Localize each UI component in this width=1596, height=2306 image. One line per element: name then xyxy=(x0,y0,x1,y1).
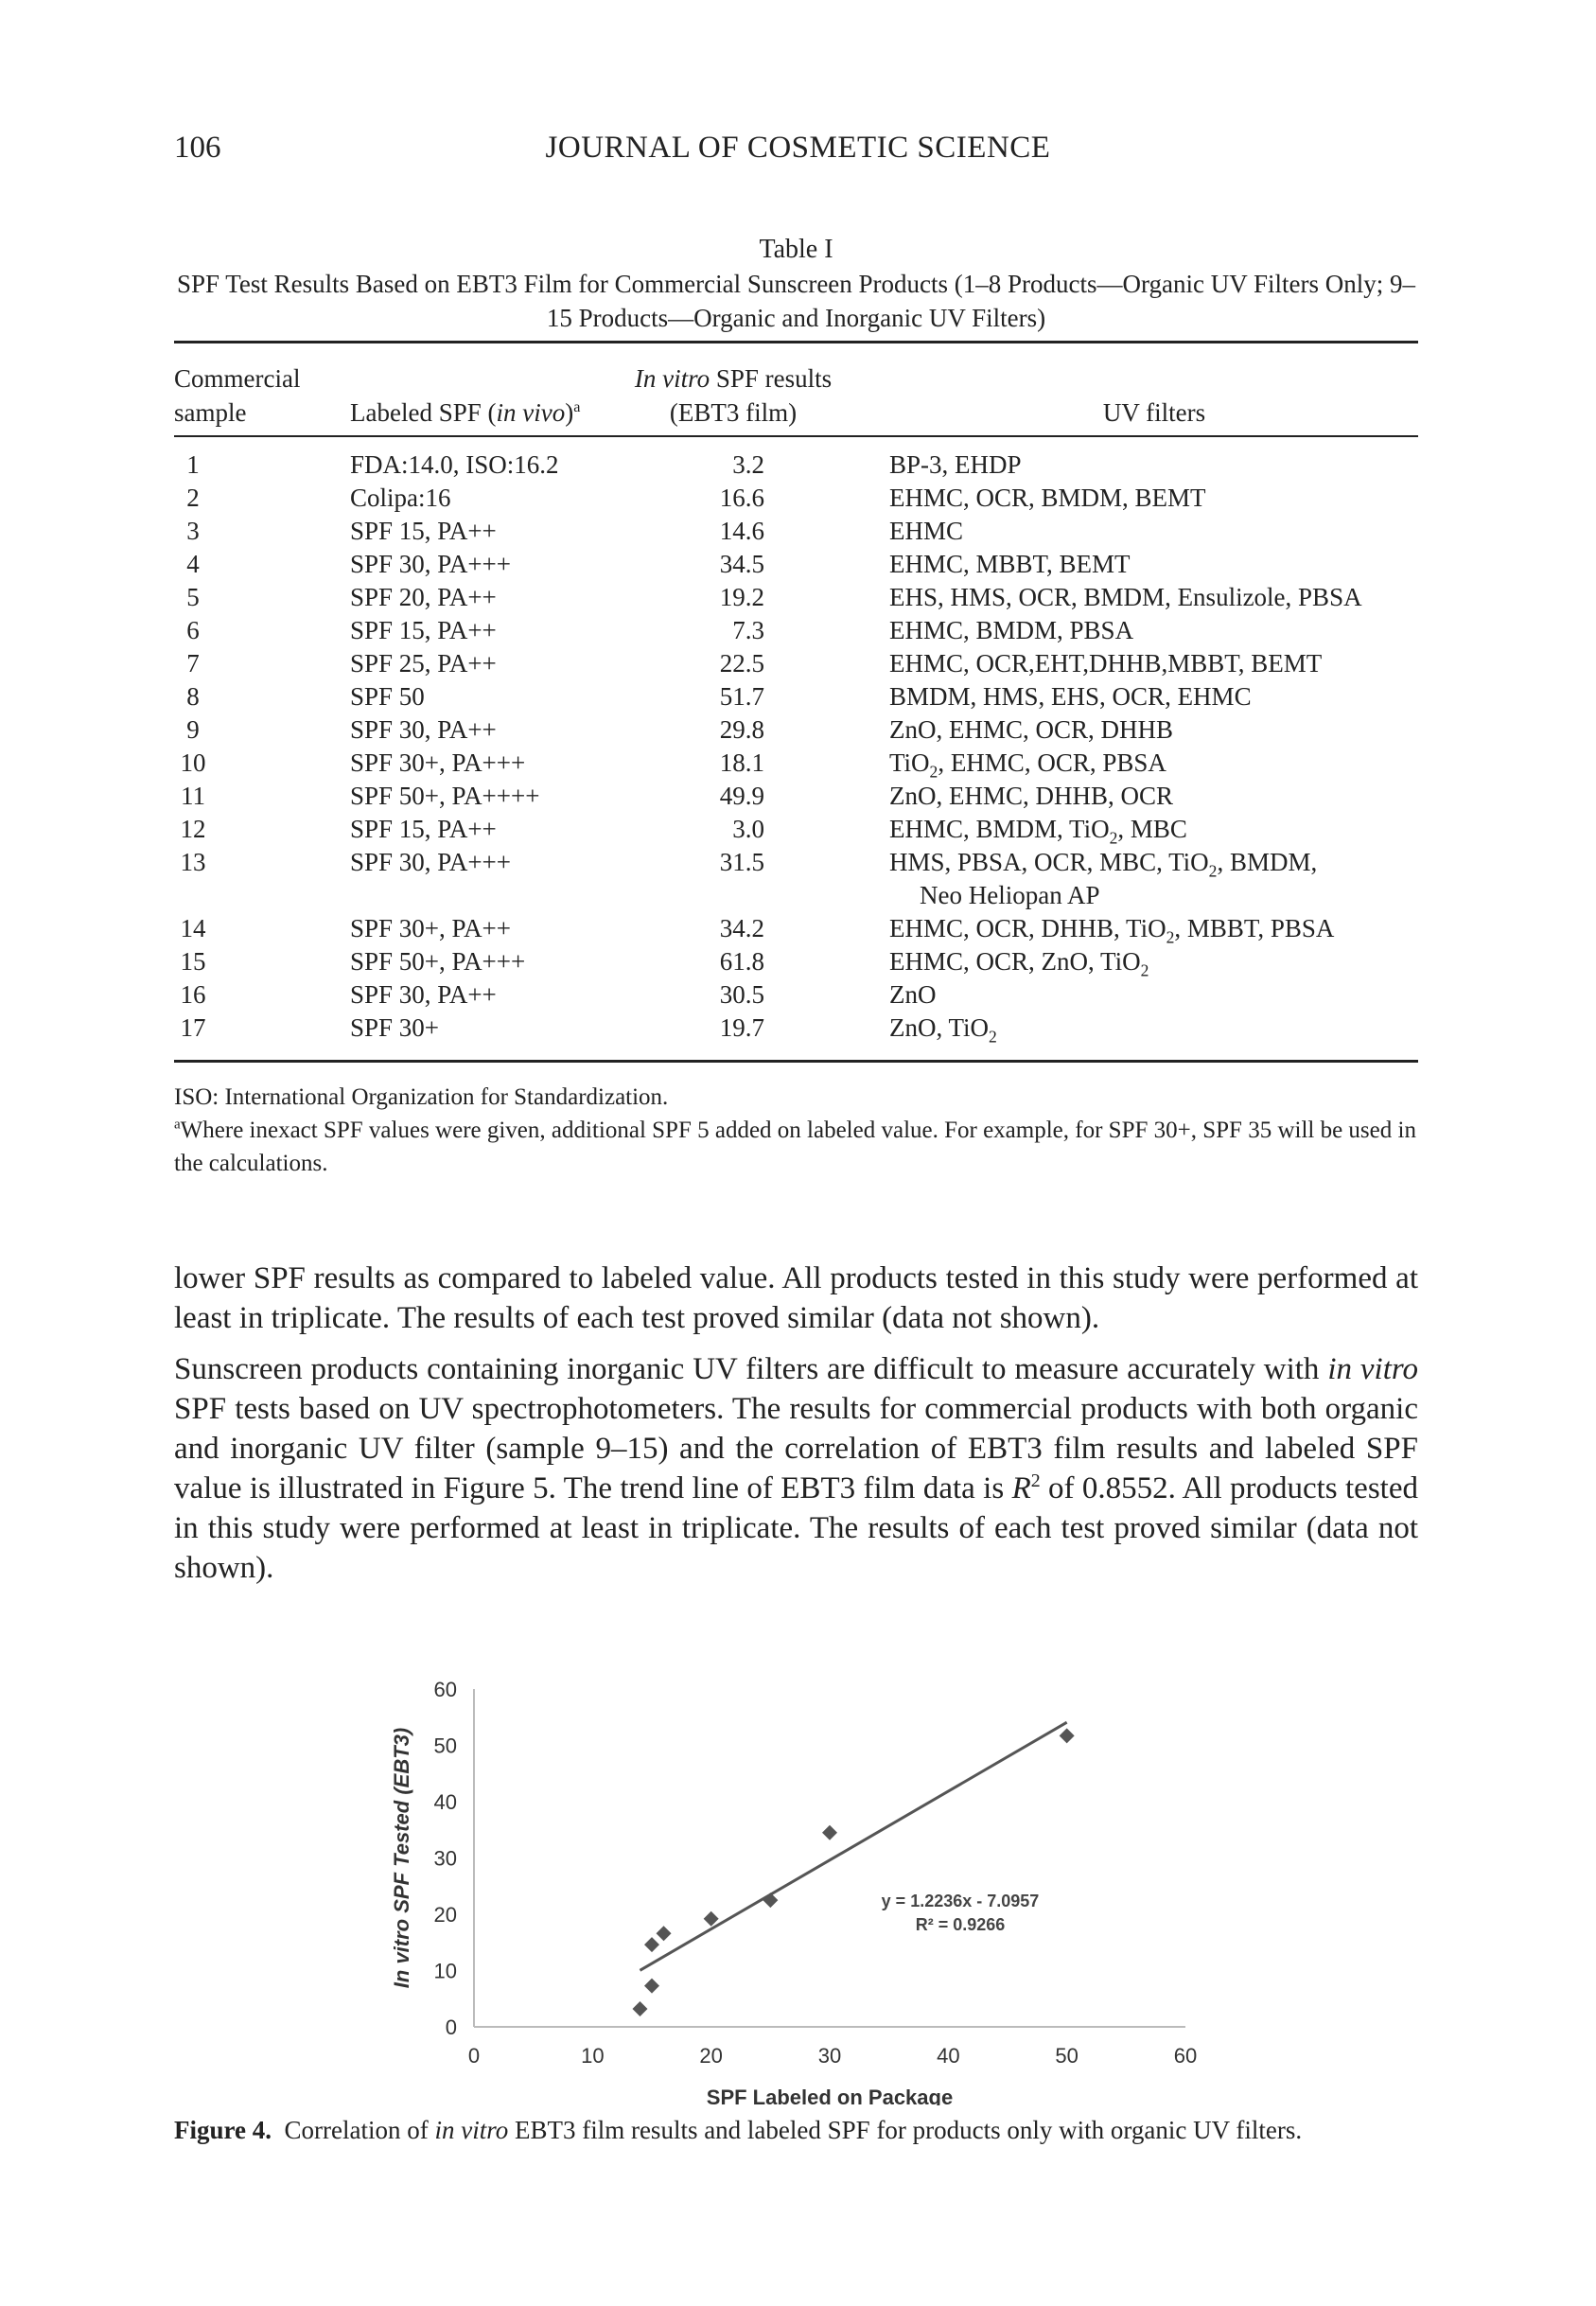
cell-in-vitro-spf: 16.6 xyxy=(719,484,764,512)
cell-sample: 1 xyxy=(186,450,200,479)
cell-in-vitro-spf: 22.5 xyxy=(719,649,764,678)
cell-labeled-spf: SPF 30, PA++ xyxy=(350,715,497,744)
x-tick-label: 0 xyxy=(467,2044,481,2068)
filters-text: EHMC, BMDM, TiO xyxy=(889,815,1110,843)
table-row xyxy=(0,1012,1596,1045)
footnote-iso: ISO: International Organization for Standardization. xyxy=(174,1084,669,1110)
cell-sample: 11 xyxy=(181,782,205,810)
x-tick-label: 40 xyxy=(937,2044,960,2068)
data-point xyxy=(657,1926,672,1941)
table-row xyxy=(0,482,1596,515)
cell-labeled-spf: SPF 30+, PA+++ xyxy=(350,748,526,777)
cell-labeled-spf: FDA:14.0, ISO:16.2 xyxy=(350,450,559,479)
header-labeled-pre: Labeled SPF ( xyxy=(350,398,497,427)
cell-uv-filters: BMDM, HMS, EHS, OCR, EHMC xyxy=(889,682,1252,711)
filters-subscript: 2 xyxy=(1208,861,1218,881)
cell-labeled-spf: SPF 25, PA++ xyxy=(350,649,497,678)
x-tick-label: 10 xyxy=(581,2044,605,2068)
x-tick-label: 60 xyxy=(1173,2044,1198,2068)
p2-part-a: Sunscreen products containing inorganic UV filters are difficult to measure accurately with xyxy=(174,1352,1328,1386)
footnote-a-text: Where inexact SPF values were given, additional SPF 5 added on labeled value. For example, for SPF 30+, SPF 35 will be used in the calculations. xyxy=(174,1118,1416,1176)
cell-in-vitro-spf: 49.9 xyxy=(719,782,764,810)
filters-text-post: , BMDM, xyxy=(1217,848,1318,876)
cell-labeled-spf: SPF 30, PA+++ xyxy=(350,848,512,876)
figure-caption-italic: in vitro xyxy=(434,2116,509,2144)
cell-in-vitro-spf: 19.7 xyxy=(719,1013,764,1042)
filters-subscript: 2 xyxy=(1109,828,1118,848)
table-caption xyxy=(174,233,1418,335)
filters-subscript: 2 xyxy=(989,1027,997,1047)
cell-in-vitro-spf: 14.6 xyxy=(719,517,764,545)
header-labeled-post: ) xyxy=(565,398,574,427)
header-uv-filters: UV filters xyxy=(1102,398,1206,427)
cell-uv-filters: BP-3, EHDP xyxy=(889,450,1022,479)
cell-uv-filters: ZnO xyxy=(889,980,937,1009)
p2-italic: in vitro xyxy=(1327,1352,1418,1386)
page-number: 106 xyxy=(174,131,221,165)
cell-uv-filters xyxy=(889,813,1187,846)
header-vitro-rest: SPF results xyxy=(710,364,833,393)
cell-sample: 16 xyxy=(180,980,206,1009)
cell-in-vitro-spf: 34.5 xyxy=(719,550,764,578)
figure-caption-part-b: EBT3 film results and labeled SPF for products only with organic UV filters. xyxy=(508,2116,1303,2144)
x-tick-label: 20 xyxy=(699,2044,723,2068)
filters-text-post: , EHMC, OCR, PBSA xyxy=(938,748,1166,777)
cell-in-vitro-spf: 31.5 xyxy=(719,848,764,876)
y-tick-label: 10 xyxy=(433,1959,457,1983)
cell-sample: 13 xyxy=(180,848,206,876)
cell-uv-filters xyxy=(889,1012,997,1045)
y-tick-label: 60 xyxy=(433,1678,457,1701)
x-tick-label: 50 xyxy=(1055,2044,1079,2068)
cell-uv-filters: ZnO, EHMC, DHHB, OCR xyxy=(889,782,1174,810)
figure-caption-part-a: Correlation of xyxy=(272,2116,435,2144)
cell-labeled-spf: Colipa:16 xyxy=(350,484,451,512)
cell-sample: 8 xyxy=(186,682,200,711)
header-sample-line2: sample xyxy=(174,398,247,427)
cell-labeled-spf: SPF 20, PA++ xyxy=(350,583,497,611)
cell-labeled-spf: SPF 15, PA++ xyxy=(350,616,497,644)
filters-text-post: , MBC xyxy=(1117,815,1187,843)
y-tick-label: 40 xyxy=(433,1790,457,1814)
cell-in-vitro-spf: 51.7 xyxy=(719,682,764,711)
footnote-a-marker: a xyxy=(174,1117,181,1133)
table-row xyxy=(0,945,1596,978)
header-in-vitro xyxy=(615,361,851,430)
cell-labeled-spf: SPF 30+ xyxy=(350,1013,440,1042)
data-point xyxy=(763,1892,778,1908)
cell-sample: 5 xyxy=(186,583,200,611)
footnote-a xyxy=(174,1114,1418,1180)
filters-subscript: 2 xyxy=(929,762,938,782)
p2-part-b: SPF tests based on UV spectrophotometers. The results for commercial products with both organic and inorganic UV filter (sample 9–15) and the correlation of EBT3 film results and labeled SPF value is illustrated in Figure 5. The trend line of EBT3 film data is xyxy=(174,1392,1418,1505)
cell-sample: 15 xyxy=(180,947,206,976)
p2-part-c: of 0.8552. All products tested in this study were performed at least in triplicate. The results of each test proved similar (data not shown). xyxy=(174,1471,1418,1585)
header-vitro-italic: In vitro xyxy=(634,364,710,393)
table-row xyxy=(0,747,1596,780)
table-row xyxy=(0,713,1596,747)
header-labeled-spf xyxy=(350,396,580,430)
filters-text-post: , MBBT, PBSA xyxy=(1174,914,1335,942)
filters-subscript: 2 xyxy=(1166,927,1175,947)
p2-r-sup: 2 xyxy=(1030,1470,1041,1491)
cell-uv-filters: EHMC, BMDM, PBSA xyxy=(889,616,1134,644)
cell-sample: 7 xyxy=(186,649,200,678)
cell-sample: 3 xyxy=(186,517,200,545)
cell-in-vitro-spf: 61.8 xyxy=(719,947,764,976)
cell-in-vitro-spf: 3.0 xyxy=(732,815,764,843)
y-axis-title: In vitro SPF Tested (EBT3) xyxy=(390,1727,413,1989)
cell-in-vitro-spf: 19.2 xyxy=(719,583,764,611)
table-header-rule xyxy=(174,435,1418,437)
filters-text: TiO xyxy=(889,748,930,777)
cell-sample: 9 xyxy=(186,715,200,744)
paragraph-2 xyxy=(174,1349,1418,1588)
table-bottom-rule xyxy=(174,1060,1418,1063)
cell-in-vitro-spf: 18.1 xyxy=(719,748,764,777)
table-row xyxy=(0,680,1596,713)
cell-uv-filters xyxy=(889,846,1317,912)
filters-continuation: Neo Heliopan AP xyxy=(920,881,1100,909)
table-footnotes xyxy=(174,1081,1418,1180)
data-point xyxy=(632,2001,647,2016)
table-row xyxy=(0,548,1596,581)
cell-sample: 4 xyxy=(186,550,200,578)
cell-uv-filters: EHMC, OCR, BMDM, BEMT xyxy=(889,484,1206,512)
trendline-equation: y = 1.2236x - 7.0957 xyxy=(881,1892,1040,1910)
y-tick-label: 50 xyxy=(433,1734,457,1758)
cell-sample: 14 xyxy=(180,914,206,942)
table-row xyxy=(0,449,1596,482)
header-sample-line1: Commercial xyxy=(174,364,301,393)
cell-in-vitro-spf: 30.5 xyxy=(719,980,764,1009)
cell-in-vitro-spf: 29.8 xyxy=(719,715,764,744)
filters-subscript: 2 xyxy=(1140,960,1149,980)
cell-sample: 2 xyxy=(186,484,200,512)
cell-sample: 17 xyxy=(180,1013,206,1042)
header-labeled-sup: a xyxy=(573,398,581,415)
figure-caption xyxy=(174,2113,1418,2147)
cell-uv-filters xyxy=(889,945,1149,978)
data-point xyxy=(644,1937,659,1952)
cell-sample: 12 xyxy=(180,815,206,843)
cell-labeled-spf: SPF 50 xyxy=(350,682,425,711)
filters-text: ZnO, TiO xyxy=(889,1013,990,1042)
paragraph-1: lower SPF results as compared to labeled value. All products tested in this study were performed at least in triplicate. The results of each test proved similar (data not shown). xyxy=(174,1261,1418,1335)
cell-uv-filters: EHMC xyxy=(889,517,964,545)
table-row xyxy=(0,780,1596,813)
y-tick-label: 30 xyxy=(433,1846,457,1871)
table-row xyxy=(0,515,1596,548)
p2-r-symbol: R xyxy=(1011,1471,1031,1505)
header-labeled-italic: in vivo xyxy=(496,398,566,427)
table-top-rule xyxy=(174,341,1418,343)
cell-in-vitro-spf: 7.3 xyxy=(732,616,764,644)
figure-4 xyxy=(360,1661,1211,2110)
filters-text: EHMC, OCR, ZnO, TiO xyxy=(889,947,1141,976)
table-row xyxy=(0,581,1596,614)
cell-uv-filters: EHS, HMS, OCR, BMDM, Ensulizole, PBSA xyxy=(889,583,1362,611)
table-row xyxy=(0,912,1596,945)
cell-labeled-spf: SPF 15, PA++ xyxy=(350,815,497,843)
table-body xyxy=(0,449,1596,1045)
cell-in-vitro-spf: 34.2 xyxy=(719,914,764,942)
table-row xyxy=(0,614,1596,647)
data-point xyxy=(1060,1728,1075,1743)
filters-text: HMS, PBSA, OCR, MBC, TiO xyxy=(889,848,1209,876)
cell-labeled-spf: SPF 30+, PA++ xyxy=(350,914,512,942)
x-axis-title: SPF Labeled on Package xyxy=(706,2086,954,2105)
x-tick-label: 30 xyxy=(817,2044,842,2068)
data-point xyxy=(644,1979,659,1994)
header-vitro-line2: (EBT3 film) xyxy=(669,398,798,427)
table-row xyxy=(0,978,1596,1012)
body-text xyxy=(174,1259,1418,1599)
table-row xyxy=(0,813,1596,846)
data-point xyxy=(822,1825,837,1840)
table-row xyxy=(0,647,1596,680)
cell-sample: 10 xyxy=(180,748,206,777)
cell-labeled-spf: SPF 30, PA+++ xyxy=(350,550,512,578)
header-sample xyxy=(174,361,300,430)
scatter-chart xyxy=(360,1661,1211,2105)
cell-uv-filters xyxy=(889,747,1166,780)
y-tick-label: 0 xyxy=(445,2016,457,2039)
cell-labeled-spf: SPF 30, PA++ xyxy=(350,980,497,1009)
running-head: JOURNAL OF COSMETIC SCIENCE xyxy=(545,131,1051,165)
table-row xyxy=(0,846,1596,912)
cell-labeled-spf: SPF 15, PA++ xyxy=(350,517,497,545)
cell-labeled-spf: SPF 50+, PA++++ xyxy=(350,782,540,810)
table-title: Table I xyxy=(759,235,833,264)
cell-labeled-spf: SPF 50+, PA+++ xyxy=(350,947,526,976)
cell-uv-filters: EHMC, OCR,EHT,DHHB,MBBT, BEMT xyxy=(889,649,1323,678)
cell-uv-filters: EHMC, MBBT, BEMT xyxy=(889,550,1131,578)
cell-in-vitro-spf: 3.2 xyxy=(732,450,764,479)
figure-caption-label: Figure 4. xyxy=(174,2116,272,2144)
y-tick-label: 20 xyxy=(433,1903,457,1927)
cell-uv-filters xyxy=(889,912,1334,945)
r-squared-label: R² = 0.9266 xyxy=(915,1915,1006,1934)
table-description: SPF Test Results Based on EBT3 Film for Commercial Sunscreen Products (1–8 Products—Organic UV Filters Only; 9–15 Products—Organic and Inorganic UV Filters) xyxy=(176,270,1416,332)
filters-text: EHMC, OCR, DHHB, TiO xyxy=(889,914,1166,942)
cell-uv-filters: ZnO, EHMC, OCR, DHHB xyxy=(889,715,1174,744)
cell-sample: 6 xyxy=(186,616,200,644)
data-point xyxy=(704,1911,719,1927)
